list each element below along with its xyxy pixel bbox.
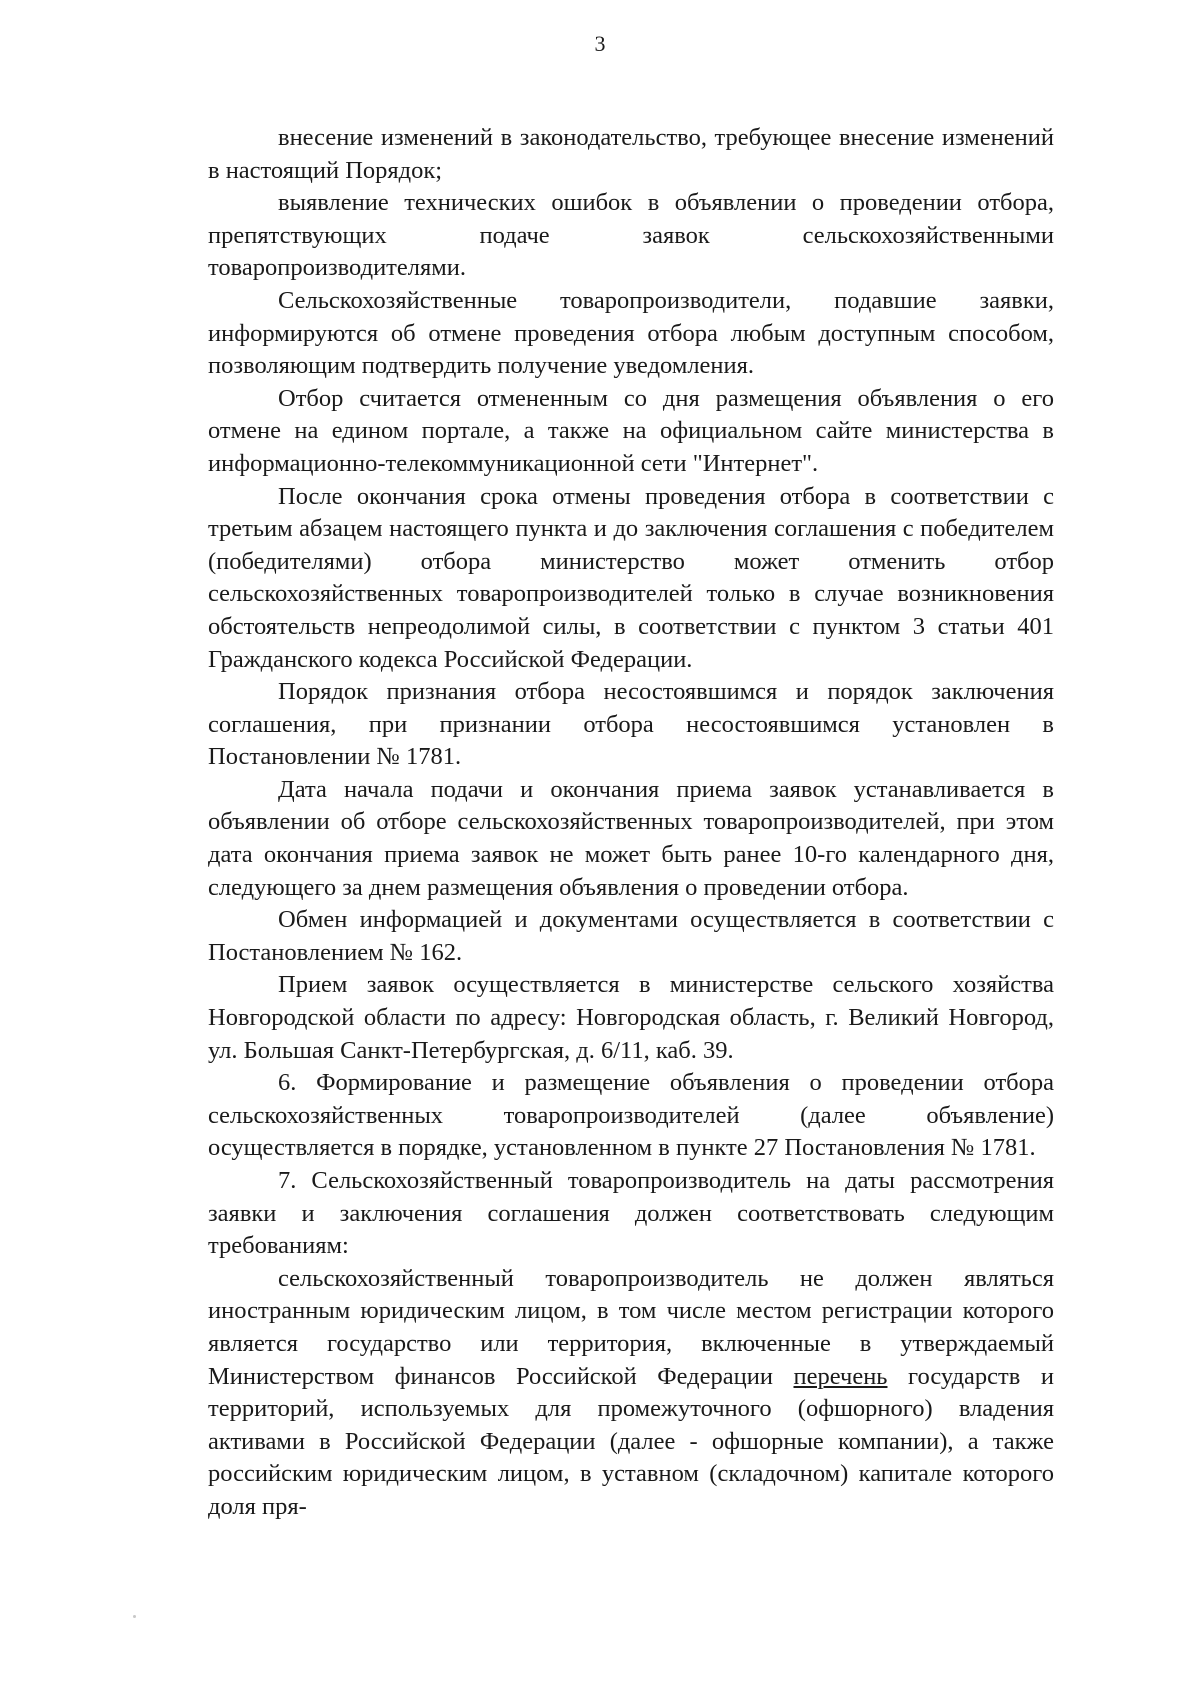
paragraph-item-7: 7. Сельскохозяйственный товаропроизводитель на даты рассмотрения заявки и заключения соглашения должен соответствовать следующим требованиям: [208, 1167, 1054, 1260]
paragraph-force-majeure: После окончания срока отмены проведения отбора в соответствии с третьим абзацем настоящего пункта и до заключения соглашения с победителем (победителями) отбора министерство может отменить отбор сельскохозяйственных товаропроизводителей только в случае возникновения обстоятельств непреодолимой силы, в соответствии с пунктом 3 статьи 401 Гражданского кодекса Российской Федерации. [208, 482, 1054, 673]
paragraph-legislation-change: внесение изменений в законодательство, требующее внесение изменений в настоящий Порядок; [208, 124, 1054, 184]
page-number: 3 [594, 31, 606, 56]
offshore-list-link[interactable]: перечень [793, 1362, 888, 1390]
paragraph-cancellation-date: Отбор считается отмененным со дня размещения объявления о его отмене на едином портале, а также на официальном сайте министерства в информационно-телекоммуникационной сети "Интернет". [208, 384, 1054, 477]
paragraph-notification: Сельскохозяйственные товаропроизводители, подавшие заявки, информируются об отмене проведения отбора любым доступным способом, позволяющим подтвердить получение уведомления. [208, 286, 1054, 380]
scan-speck [133, 1615, 136, 1618]
paragraph-failed-selection: Порядок признания отбора несостоявшимся и порядок заключения соглашения, при признании отбора несостоявшимся установлен в Постановлении № 1781. [208, 678, 1054, 771]
offshore-text-after: государств и территорий, используемых для промежуточного (офшорного) владения активами в Российской Федерации (далее - офшорные компании), а также российским юридическим лицом, в уставном (складочном) капитале которого доля пря- [208, 1362, 1054, 1520]
paragraph-item-6: 6. Формирование и размещение объявления о проведении отбора сельскохозяйственных товаропроизводителей (далее объявление) осуществляется в порядке, установленном в пункте 27 Постановления № 1781. [208, 1069, 1054, 1162]
paragraph-offshore-requirement [208, 1263, 1054, 1524]
document-body [208, 122, 1054, 1524]
paragraph-application-dates: Дата начала подачи и окончания приема заявок устанавливается в объявлении об отборе сельскохозяйственных товаропроизводителей, при этом дата окончания приема заявок не может быть ранее 10-го календарного дня, следующего за днем размещения объявления о проведении отбора. [208, 775, 1054, 901]
offshore-text-before: сельскохозяйственный товаропроизводитель не должен являться иностранным юридическим лицом, в том числе местом регистрации которого является государство или территория, включенные в утверждаемый Министерством финансов Российской Федерации [208, 1264, 1054, 1390]
paragraph-application-address: Прием заявок осуществляется в министерстве сельского хозяйства Новгородской области по адресу: Новгородская область, г. Великий Новгород, ул. Большая Санкт-Петербургская, д. 6/11, каб. 39. [208, 971, 1054, 1064]
paragraph-technical-errors: выявление технических ошибок в объявлении о проведении отбора, препятствующих подаче заявок сельскохозяйственными товаропроизводителями. [208, 189, 1054, 282]
paragraph-information-exchange: Обмен информацией и документами осуществляется в соответствии с Постановлением № 162. [208, 906, 1054, 966]
